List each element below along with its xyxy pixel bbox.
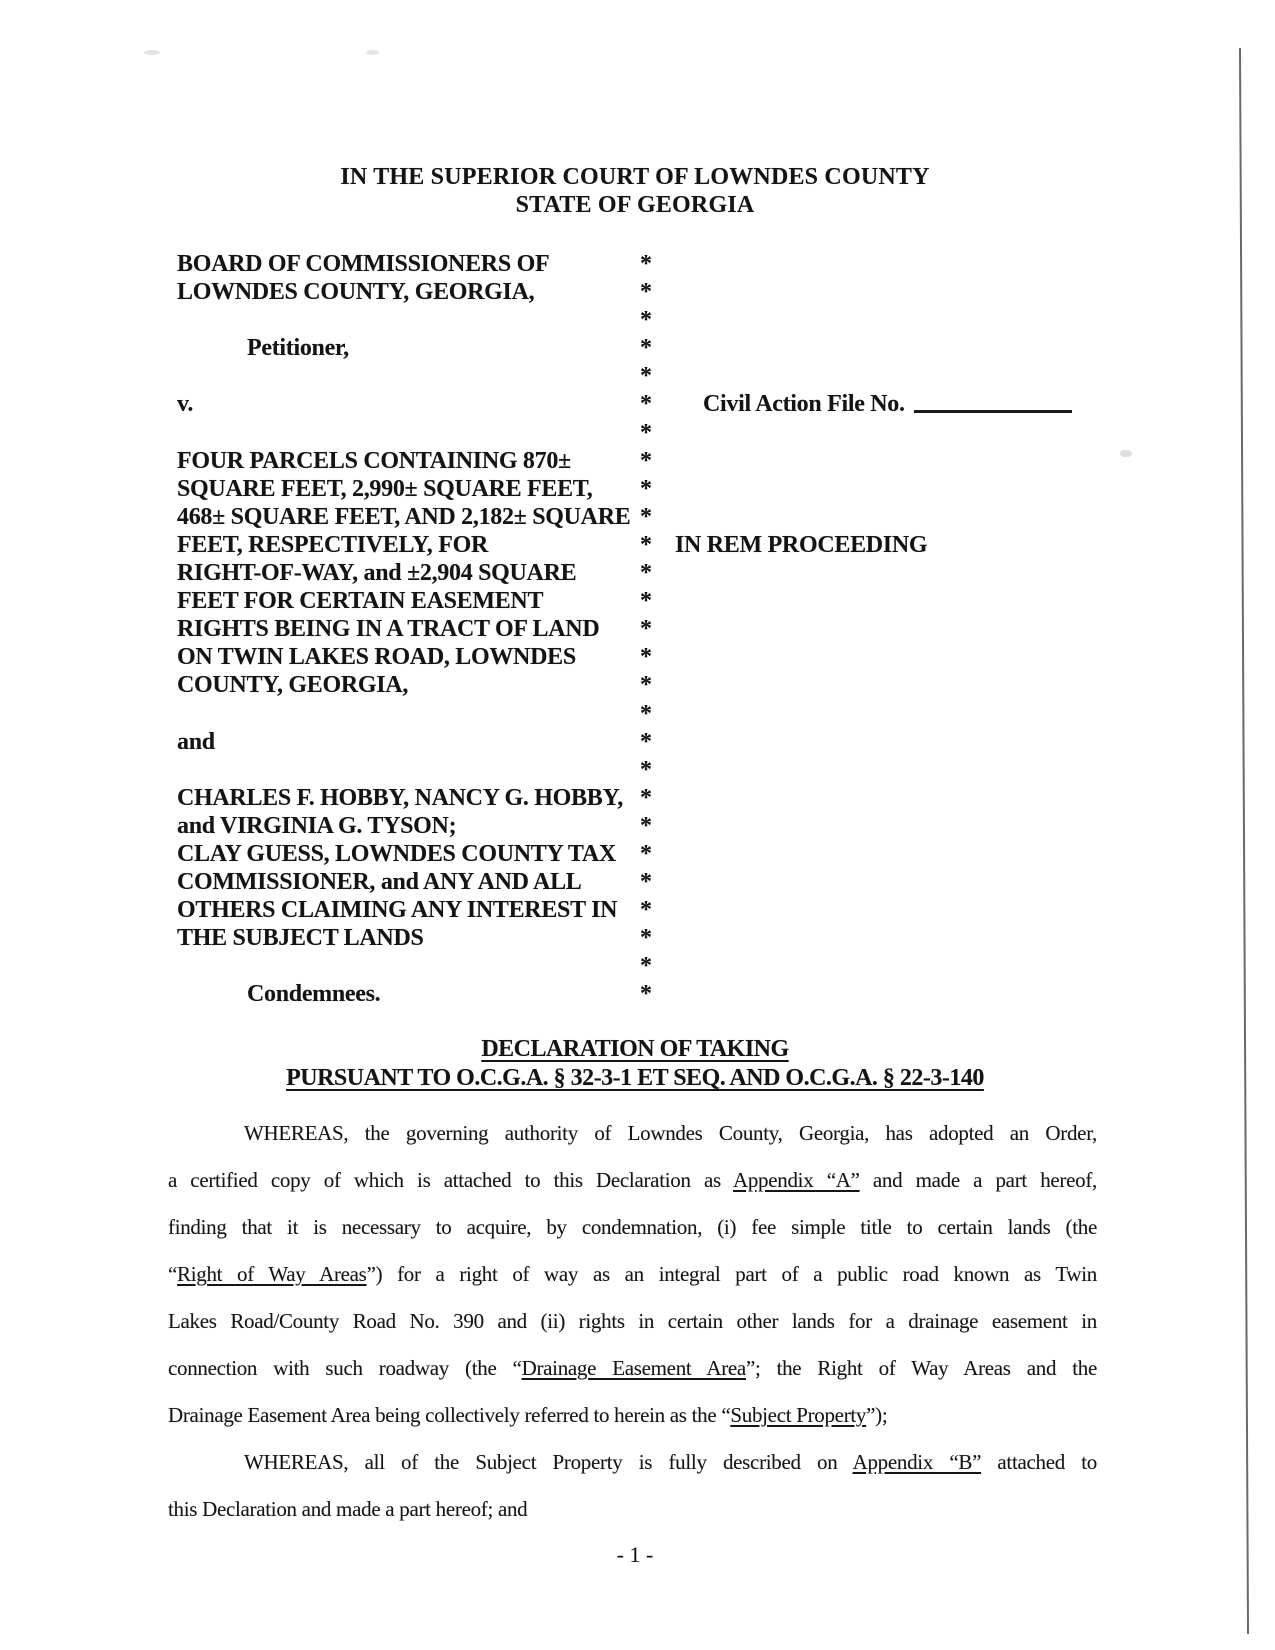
caption-row xyxy=(0,643,1275,671)
caption-left-text: FEET, RESPECTIVELY, FOR xyxy=(177,531,488,558)
case-caption xyxy=(0,250,1275,1009)
body-text: ”; the Right of Way Areas and the xyxy=(745,1356,1097,1380)
caption-row xyxy=(0,756,1275,784)
caption-row xyxy=(0,334,1275,362)
body-text: WHEREAS, the governing authority of Lowndes County, Georgia, has adopted an Order, xyxy=(244,1121,1097,1145)
scan-speck xyxy=(1120,450,1132,457)
separator-asterisk: * xyxy=(640,447,652,474)
body-line xyxy=(168,1298,1097,1345)
caption-row xyxy=(0,475,1275,503)
separator-asterisk: * xyxy=(640,756,652,783)
caption-row xyxy=(0,559,1275,587)
body-text: and made a part hereof, xyxy=(859,1168,1097,1192)
document-title-line1: DECLARATION OF TAKING xyxy=(481,1036,789,1062)
body-text: this Declaration and made a part hereof; and xyxy=(168,1497,528,1521)
separator-asterisk: * xyxy=(640,335,652,362)
body-text: Drainage Easement Area being collectively referred to herein as the “ xyxy=(168,1403,731,1427)
caption-row xyxy=(0,700,1275,728)
separator-asterisk: * xyxy=(640,475,652,502)
separator-asterisk: * xyxy=(640,363,652,390)
caption-left-text: Petitioner, xyxy=(247,335,349,362)
body-line xyxy=(168,1157,1097,1204)
caption-left-text: SQUARE FEET, 2,990± SQUARE FEET, xyxy=(177,475,593,502)
caption-row xyxy=(0,840,1275,868)
caption-right-label: IN REM PROCEEDING xyxy=(675,531,928,558)
separator-asterisk: * xyxy=(640,251,652,277)
separator-asterisk: * xyxy=(640,644,652,671)
caption-row xyxy=(0,503,1275,531)
caption-left-text: FOUR PARCELS CONTAINING 870± xyxy=(177,447,571,474)
caption-left-text: COUNTY, GEORGIA, xyxy=(177,672,409,699)
court-name: IN THE SUPERIOR COURT OF LOWNDES COUNTY xyxy=(340,164,930,190)
caption-left-text: and VIRGINIA G. TYSON; xyxy=(177,812,457,839)
caption-left-text: RIGHTS BEING IN A TRACT OF LAND xyxy=(177,616,600,643)
separator-asterisk: * xyxy=(640,503,652,530)
body-text: finding that it is necessary to acquire, by condemnation, (i) fee simple title to certain lands (the xyxy=(168,1215,1097,1239)
caption-right-label: Civil Action File No. xyxy=(703,391,905,418)
caption-right-text xyxy=(703,390,1072,418)
page-number: - 1 - xyxy=(616,1542,654,1567)
caption-left-text: OTHERS CLAIMING ANY INTEREST IN xyxy=(177,897,618,924)
separator-asterisk: * xyxy=(640,588,652,615)
separator-asterisk: * xyxy=(640,672,652,699)
body-text: “ xyxy=(168,1262,178,1286)
caption-row xyxy=(0,278,1275,306)
separator-asterisk: * xyxy=(640,812,652,839)
body-line xyxy=(168,1251,1097,1298)
caption-left-text: RIGHT-OF-WAY, and ±2,904 SQUARE xyxy=(177,560,577,587)
court-state: STATE OF GEORGIA xyxy=(515,192,755,218)
caption-row xyxy=(0,952,1275,980)
civil-action-file-number-blank xyxy=(914,390,1072,413)
separator-asterisk: * xyxy=(640,531,652,558)
separator-asterisk: * xyxy=(640,897,652,924)
caption-left-text: and xyxy=(177,728,215,755)
caption-left-text: ON TWIN LAKES ROAD, LOWNDES xyxy=(177,644,576,671)
document-title-line2: PURSUANT TO O.C.G.A. § 32-3-1 ET SEQ. AND O.C.G.A. § 22-3-140 xyxy=(286,1064,984,1091)
caption-left-text: CLAY GUESS, LOWNDES COUNTY TAX xyxy=(177,840,616,867)
caption-row xyxy=(0,615,1275,643)
body-line xyxy=(168,1110,1097,1157)
caption-row xyxy=(0,924,1275,952)
caption-row xyxy=(0,812,1275,840)
caption-left-text: CHARLES F. HOBBY, NANCY G. HOBBY, xyxy=(177,784,623,811)
body-text: Lakes Road/County Road No. 390 and (ii) rights in certain other lands for a drainage easement in xyxy=(168,1309,1097,1333)
defined-term: Drainage Easement Area xyxy=(521,1356,746,1380)
caption-row xyxy=(0,531,1275,559)
caption-row xyxy=(0,728,1275,756)
caption-row xyxy=(0,390,1275,418)
scan-speck xyxy=(144,50,160,55)
separator-asterisk: * xyxy=(640,560,652,587)
separator-asterisk: * xyxy=(640,419,652,446)
defined-term: Right of Way Areas xyxy=(177,1262,367,1286)
caption-left-text: 468± SQUARE FEET, AND 2,182± SQUARE xyxy=(177,503,631,530)
caption-row xyxy=(0,980,1275,1008)
scan-speck xyxy=(366,50,379,55)
body-line xyxy=(168,1439,1097,1486)
caption-left-text: BOARD OF COMMISSIONERS OF xyxy=(177,251,550,277)
separator-asterisk: * xyxy=(640,784,652,811)
caption-left-text: Condemnees. xyxy=(247,981,381,1008)
court-header xyxy=(0,163,1270,219)
separator-asterisk: * xyxy=(640,981,652,1008)
caption-left-text: THE SUBJECT LANDS xyxy=(177,925,424,952)
body-line xyxy=(168,1392,1097,1439)
caption-row xyxy=(0,587,1275,615)
separator-asterisk: * xyxy=(640,953,652,980)
body-line xyxy=(168,1486,1097,1533)
separator-asterisk: * xyxy=(640,869,652,896)
caption-row xyxy=(0,671,1275,699)
caption-row xyxy=(0,362,1275,390)
body-line xyxy=(168,1204,1097,1251)
separator-asterisk: * xyxy=(640,925,652,952)
caption-row xyxy=(0,896,1275,924)
caption-row xyxy=(0,306,1275,334)
defined-term: Subject Property xyxy=(730,1403,867,1427)
caption-left-text: LOWNDES COUNTY, GEORGIA, xyxy=(177,279,535,306)
separator-asterisk: * xyxy=(640,279,652,306)
separator-asterisk: * xyxy=(640,391,652,418)
caption-row xyxy=(0,784,1275,812)
caption-left-text: v. xyxy=(177,391,194,418)
body-text: WHEREAS, all of the Subject Property is fully described on xyxy=(244,1450,853,1474)
body-text: attached to xyxy=(981,1450,1098,1474)
body-line xyxy=(168,1345,1097,1392)
caption-left-text: COMMISSIONER, and ANY AND ALL xyxy=(177,869,582,896)
separator-asterisk: * xyxy=(640,700,652,727)
separator-asterisk: * xyxy=(640,728,652,755)
body-text: ”) for a right of way as an integral part of a public road known as Twin xyxy=(366,1262,1097,1286)
caption-row xyxy=(0,250,1275,278)
separator-asterisk: * xyxy=(640,840,652,867)
defined-term: Appendix “A” xyxy=(732,1168,860,1192)
body-text: a certified copy of which is attached to this Declaration as xyxy=(168,1168,733,1192)
caption-row xyxy=(0,447,1275,475)
document-title xyxy=(0,1035,1270,1092)
caption-right-text xyxy=(675,531,927,559)
body-text: connection with such roadway (the “ xyxy=(168,1356,522,1380)
document-body xyxy=(168,1110,1097,1533)
caption-row xyxy=(0,868,1275,896)
separator-asterisk: * xyxy=(640,307,652,334)
defined-term: Appendix “B” xyxy=(852,1450,982,1474)
body-text: ”); xyxy=(866,1403,888,1427)
separator-asterisk: * xyxy=(640,616,652,643)
caption-left-text: FEET FOR CERTAIN EASEMENT xyxy=(177,588,544,615)
caption-row xyxy=(0,419,1275,447)
